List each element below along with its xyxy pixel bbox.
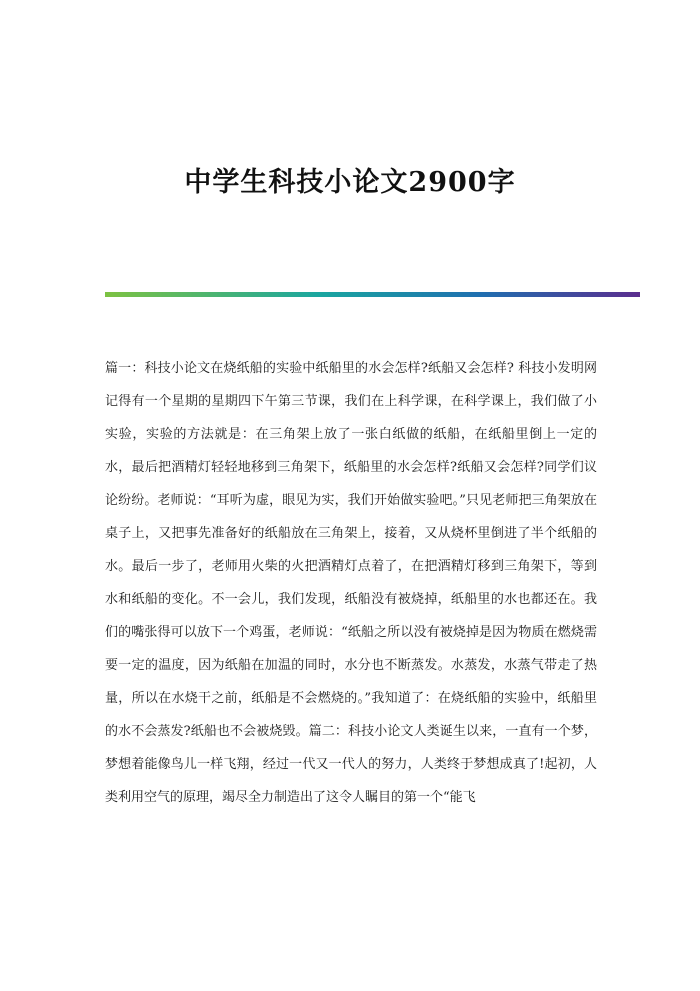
document-title: 中学生科技小论文2900字 xyxy=(184,167,516,198)
title-divider xyxy=(105,292,640,297)
document-body: 篇一：科技小论文在烧纸船的实验中纸船里的水会怎样?纸船又会怎样? 科技小发明网记得有一个星期的星期四下午第三节课，我们在上科学课，在科学课上，我们做了小实验，实验的方法就是：在三角架上放了一张白纸做的纸船，在纸船里倒上一定的水，最后把酒精灯轻轻地移到三角架下，纸船里的水会怎样?纸船又会怎样?同学们议论纷纷。老师说：“耳听为虚，眼见为实，我们开始做实验吧。”只见老师把三角架放在桌子上，又把事先准备好的纸船放在三角架上，接着，又从烧杯里倒进了半个纸船的水。最后一步了，老师用火柴的火把酒精灯点着了，在把酒精灯移到三角架下，等到水和纸船的变化。不一会儿，我们发现，纸船没有被烧掉，纸船里的水也都还在。我们的嘴张得可以放下一个鸡蛋，老师说：“纸船之所以没有被烧掉是因为物质在燃烧需要一定的温度，因为纸船在加温的同时，水分也不断蒸发。水蒸发，水蒸气带走了热量，所以在水烧干之前，纸船是不会燃烧的。”我知道了：在烧纸船的实验中，纸船里的水不会蒸发?纸船也不会被烧毁。篇二：科技小论文人类诞生以来，一直有一个梦，梦想着能像鸟儿一样飞翔，经过一代又一代人的努力，人类终于梦想成真了!起初，人类利用空气的原理，竭尽全力制造出了这令人瞩目的第一个“能飞 xyxy=(105,361,597,805)
